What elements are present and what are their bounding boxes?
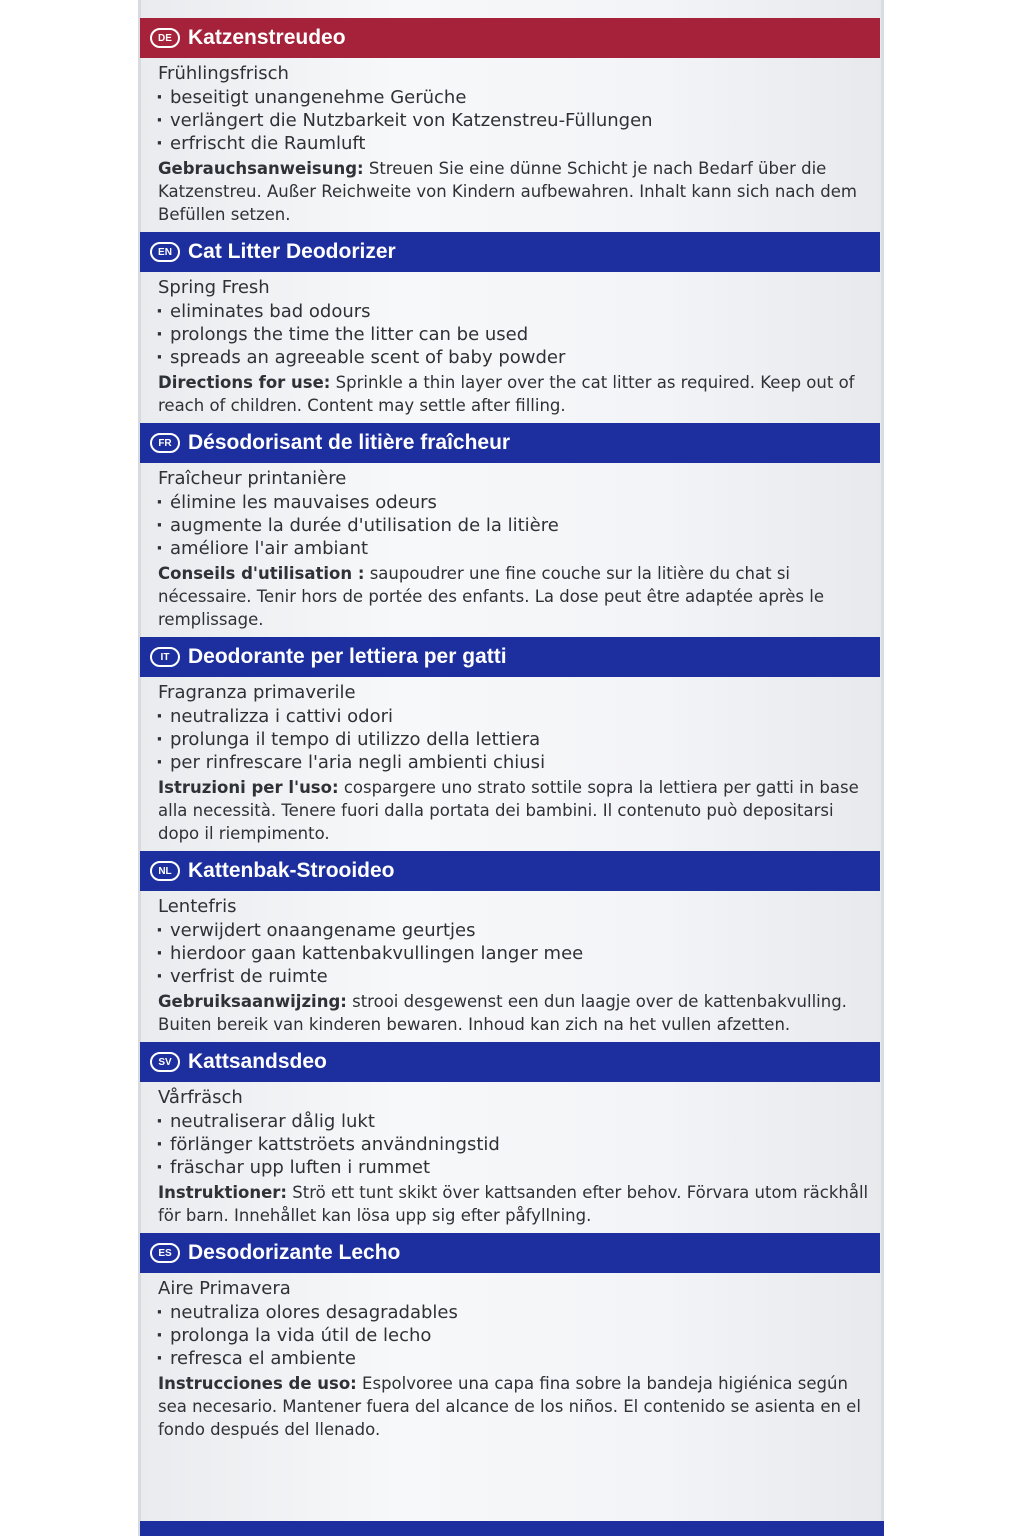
- directions-text: cospargere uno strato sottile sopra la lettiera per gatti in base alla necessità. Tenere fuori dalla portata dei bambini. Il contenuto può depositarsi dopo il riempimento.: [158, 778, 859, 843]
- section-header-de: [140, 18, 880, 58]
- language-code-badge: ES: [150, 1243, 180, 1263]
- directions-text: Espolvoree una capa fina sobre la bandeja higiénica según sea necesario. Mantener fuera del alcance de los niños. El contenido se asienta en el fondo después del llenado.: [158, 1374, 861, 1439]
- feature-item: · fräschar upp luften i rummet: [156, 1156, 870, 1179]
- language-code-badge: EN: [150, 242, 180, 262]
- feature-list: [156, 705, 870, 774]
- feature-item: · prolongs the time the litter can be used: [156, 323, 870, 346]
- section-de: [140, 18, 880, 226]
- scent-name: Fragranza primaverile: [158, 682, 356, 703]
- feature-list: [156, 86, 870, 155]
- directions-label: Gebruiksaanwijzing:: [158, 992, 347, 1011]
- section-title: Kattenbak-Strooideo: [188, 859, 395, 882]
- directions-text: Strö ett tunt skikt över kattsanden efter behov. Förvara utom räckhåll för barn. Innehållet kan lösa upp sig efter påfyllning.: [158, 1183, 869, 1225]
- feature-list: [156, 1301, 870, 1370]
- feature-list: [156, 491, 870, 560]
- directions-text: Streuen Sie eine dünne Schicht je nach Bedarf über die Katzenstreu. Außer Reichweite von Kindern aufbewahren. Inhalt kann sich nach dem Befüllen setzen.: [158, 159, 857, 224]
- section-en: [140, 232, 880, 417]
- feature-item: · élimine les mauvaises odeurs: [156, 491, 870, 514]
- section-it: [140, 637, 880, 845]
- directions-text: saupoudrer une fine couche sur la litière du chat si nécessaire. Tenir hors de portée des enfants. La dose peut être adaptée après le remplissage.: [158, 564, 824, 629]
- feature-item: · neutraliserar dålig lukt: [156, 1110, 870, 1133]
- feature-item: · verwijdert onaangename geurtjes: [156, 919, 870, 942]
- label-content: [140, 18, 880, 1447]
- section-es: [140, 1233, 880, 1441]
- feature-item: · erfrischt die Raumluft: [156, 132, 870, 155]
- directions-text: strooi desgewenst een dun laagje over de kattenbakvulling. Buiten bereik van kinderen bewaren. Inhoud kan zich na het vullen afzetten.: [158, 992, 847, 1034]
- section-header-sv: [140, 1042, 880, 1082]
- section-title: Cat Litter Deodorizer: [188, 240, 396, 263]
- feature-item: · verlängert die Nutzbarkeit von Katzenstreu-Füllungen: [156, 109, 870, 132]
- directions: [156, 1372, 870, 1441]
- section-sv: [140, 1042, 880, 1227]
- feature-item: · förlänger kattströets användningstid: [156, 1133, 870, 1156]
- label-right-edge: [881, 0, 884, 1536]
- feature-list: [156, 300, 870, 369]
- feature-item: · beseitigt unangenehme Gerüche: [156, 86, 870, 109]
- section-title: Deodorante per lettiera per gatti: [188, 645, 507, 668]
- directions-text: Sprinkle a thin layer over the cat litter as required. Keep out of reach of children. Content may settle after filling.: [158, 373, 855, 415]
- section-title: Kattsandsdeo: [188, 1050, 327, 1073]
- feature-item: · neutralizza i cattivi odori: [156, 705, 870, 728]
- feature-item: · verfrist de ruimte: [156, 965, 870, 988]
- feature-list: [156, 1110, 870, 1179]
- language-code-badge: NL: [150, 861, 180, 881]
- section-header-fr: [140, 423, 880, 463]
- directions: [156, 371, 870, 417]
- scent-name: Vårfräsch: [158, 1087, 243, 1108]
- directions: [156, 990, 870, 1036]
- section-title: Désodorisant de litière fraîcheur: [188, 431, 511, 454]
- section-title: Desodorizante Lecho: [188, 1241, 401, 1264]
- directions-label: Conseils d'utilisation :: [158, 564, 365, 583]
- section-header-es: [140, 1233, 880, 1273]
- section-header-nl: [140, 851, 880, 891]
- section-fr: [140, 423, 880, 631]
- scent-name: Lentefris: [158, 896, 237, 917]
- feature-item: · refresca el ambiente: [156, 1347, 870, 1370]
- section-nl: [140, 851, 880, 1036]
- feature-item: · augmente la durée d'utilisation de la litière: [156, 514, 870, 537]
- feature-item: · prolonga la vida útil de lecho: [156, 1324, 870, 1347]
- directions: [156, 157, 870, 226]
- scent-name: Fraîcheur printanière: [158, 468, 347, 489]
- directions-label: Gebrauchsanweisung:: [158, 159, 364, 178]
- next-section-bar: [140, 1521, 884, 1536]
- scent-name: Frühlingsfrisch: [158, 63, 289, 84]
- directions-label: Instrucciones de uso:: [158, 1374, 357, 1393]
- section-header-it: [140, 637, 880, 677]
- section-title: Katzenstreudeo: [188, 26, 346, 49]
- language-code-badge: FR: [150, 433, 180, 453]
- feature-item: · neutraliza olores desagradables: [156, 1301, 870, 1324]
- feature-item: · per rinfrescare l'aria negli ambienti chiusi: [156, 751, 870, 774]
- feature-item: · spreads an agreeable scent of baby powder: [156, 346, 870, 369]
- feature-item: · hierdoor gaan kattenbakvullingen langer mee: [156, 942, 870, 965]
- scent-name: Spring Fresh: [158, 277, 270, 298]
- directions-label: Instruktioner:: [158, 1183, 288, 1202]
- language-code-badge: SV: [150, 1052, 180, 1072]
- language-code-badge: IT: [150, 647, 180, 667]
- section-header-en: [140, 232, 880, 272]
- directions: [156, 776, 870, 845]
- language-code-badge: DE: [150, 28, 180, 48]
- directions: [156, 1181, 870, 1227]
- feature-item: · prolunga il tempo di utilizzo della lettiera: [156, 728, 870, 751]
- directions-label: Istruzioni per l'uso:: [158, 778, 339, 797]
- scent-name: Aire Primavera: [158, 1278, 291, 1299]
- directions: [156, 562, 870, 631]
- directions-label: Directions for use:: [158, 373, 331, 392]
- feature-list: [156, 919, 870, 988]
- feature-item: · améliore l'air ambiant: [156, 537, 870, 560]
- feature-item: · eliminates bad odours: [156, 300, 870, 323]
